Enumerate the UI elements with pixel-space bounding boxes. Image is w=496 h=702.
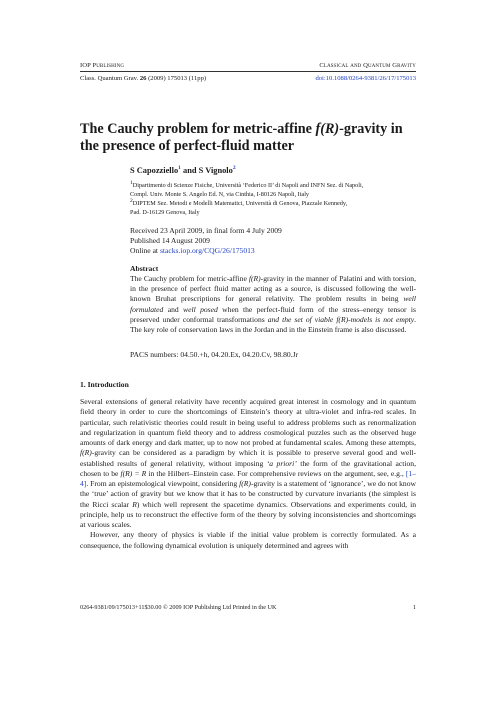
page-number: 1 bbox=[412, 604, 416, 611]
affiliation-1-address: Compl. Univ. Monte S. Angelo Ed. N, via Cinthia, I-80126 Napoli, Italy bbox=[130, 190, 310, 198]
affiliation-2: $^2$DIPTEM Sez. Metodi e Modelli Matematici, Università di Genova, Piazzale Kennedy, bbox=[130, 197, 348, 207]
introduction-body bbox=[80, 397, 416, 551]
received-date: Received 23 April 2009, in final form 4 July 2009 bbox=[130, 226, 282, 235]
journal-citation: Class. Quantum Grav. 26 (2009) 175013 (11pp) bbox=[80, 75, 207, 82]
reference-link[interactable]: [1–4] bbox=[80, 468, 416, 488]
journal-name: Classical and Quantum Gravity bbox=[319, 62, 416, 69]
page-footer bbox=[80, 604, 416, 611]
author-2: S Vignolo bbox=[198, 166, 233, 175]
pacs-numbers: PACS numbers: 04.50.+h, 04.20.Ex, 04.20.Cv, 98.80.Jr bbox=[130, 350, 299, 359]
section-heading: 1. Introduction bbox=[80, 380, 129, 389]
affiliation-1: $^1$Dipartimento di Scienze Fisiche, Università ‘Federico II’ di Napoli and INFN Sez. di Napoli, bbox=[130, 179, 364, 189]
publisher-name: IOP Publishing bbox=[80, 62, 125, 69]
abstract-text: The Cauchy problem for metric-affine f(R)-gravity in the manner of Palatini and with torsion, in the presence of perfect fluid matter acting as a source, is discussed following the well-known Bruhat prescriptions for general relativity. The problem results in being well formulated and well posed when the perfect-fluid form of the stress–energy tensor is preserved under conformal transformations and the set of viable f(R)-models is not empty. The key role of conservation laws in the Jordan and in the Einstein frame is also discussed. bbox=[130, 274, 416, 335]
title-math: f(R) bbox=[315, 121, 340, 137]
author-1-affil-link[interactable]: 1 bbox=[178, 165, 181, 172]
footer-copyright: 0264-9381/09/175013+11$30.00 © 2009 IOP Publishing Ltd Printed in the UK bbox=[80, 604, 277, 611]
paper-title: The Cauchy problem for metric-affine f(R)-gravity in the presence of perfect-fluid matter bbox=[80, 121, 403, 154]
affiliations bbox=[130, 179, 416, 218]
online-line: Online at stacks.iop.org/CQG/26/175013 bbox=[130, 246, 255, 256]
author-list: S Capozziello$^1$ and S Vignolo$^2$ bbox=[130, 165, 236, 175]
published-date: Published 14 August 2009 bbox=[130, 236, 210, 246]
author-1: S Capozziello bbox=[130, 166, 179, 175]
abstract-heading: Abstract bbox=[130, 264, 159, 273]
intro-paragraph-2: However, any theory of physics is viable if the initial value problem is correctly formulated. As a consequence, the following dynamical evolution is uniquely determined and agrees with bbox=[80, 530, 416, 550]
doi-link[interactable]: doi:10.1088/0264-9381/26/17/175013 bbox=[315, 75, 416, 82]
header-rule bbox=[80, 71, 416, 72]
publication-dates bbox=[130, 226, 282, 257]
intro-paragraph-1: Several extensions of general relativity have recently acquired great interest in cosmology and in quantum field theory in order to cure the shortcomings of Einstein’s theory at ultra-violet and infra-red scales. In particular, such relativistic theories could result in being useful to address problems such as renormalization and regularization in quantum field theory and to address cosmological puzzles such as the observed huge amounts of dark energy and dark matter, up to now not probed at fundamental scales. Among these attempts, f(R)-gravity can be considered as a paradigm by which it is possible to preserve several good and well-established results of general relativity, without imposing ‘a priori’ the form of the gravitational action, chosen to be f(R) = R in the Hilbert–Einstein case. For comprehensive reviews on the argument, see, e.g., [1–4]. From an epistemological viewpoint, considering f(R)-gravity is a statement of ‘ignorance’, we do not know the ‘true’ action of gravity but we know that it has to be constructed by curvature invariants (the simplest is the Ricci scalar R) which well represent the spacetime dynamics. Observations and experiments could, in principle, help us to reconstruct the effective form of the theory by solving inconsistencies and shortcomings at various scales. bbox=[80, 397, 416, 529]
affiliation-2-address: Pad. D-16129 Genova, Italy bbox=[130, 208, 200, 216]
online-link[interactable]: stacks.iop.org/CQG/26/175013 bbox=[159, 246, 255, 256]
author-2-affil-link[interactable]: 2 bbox=[232, 165, 236, 172]
